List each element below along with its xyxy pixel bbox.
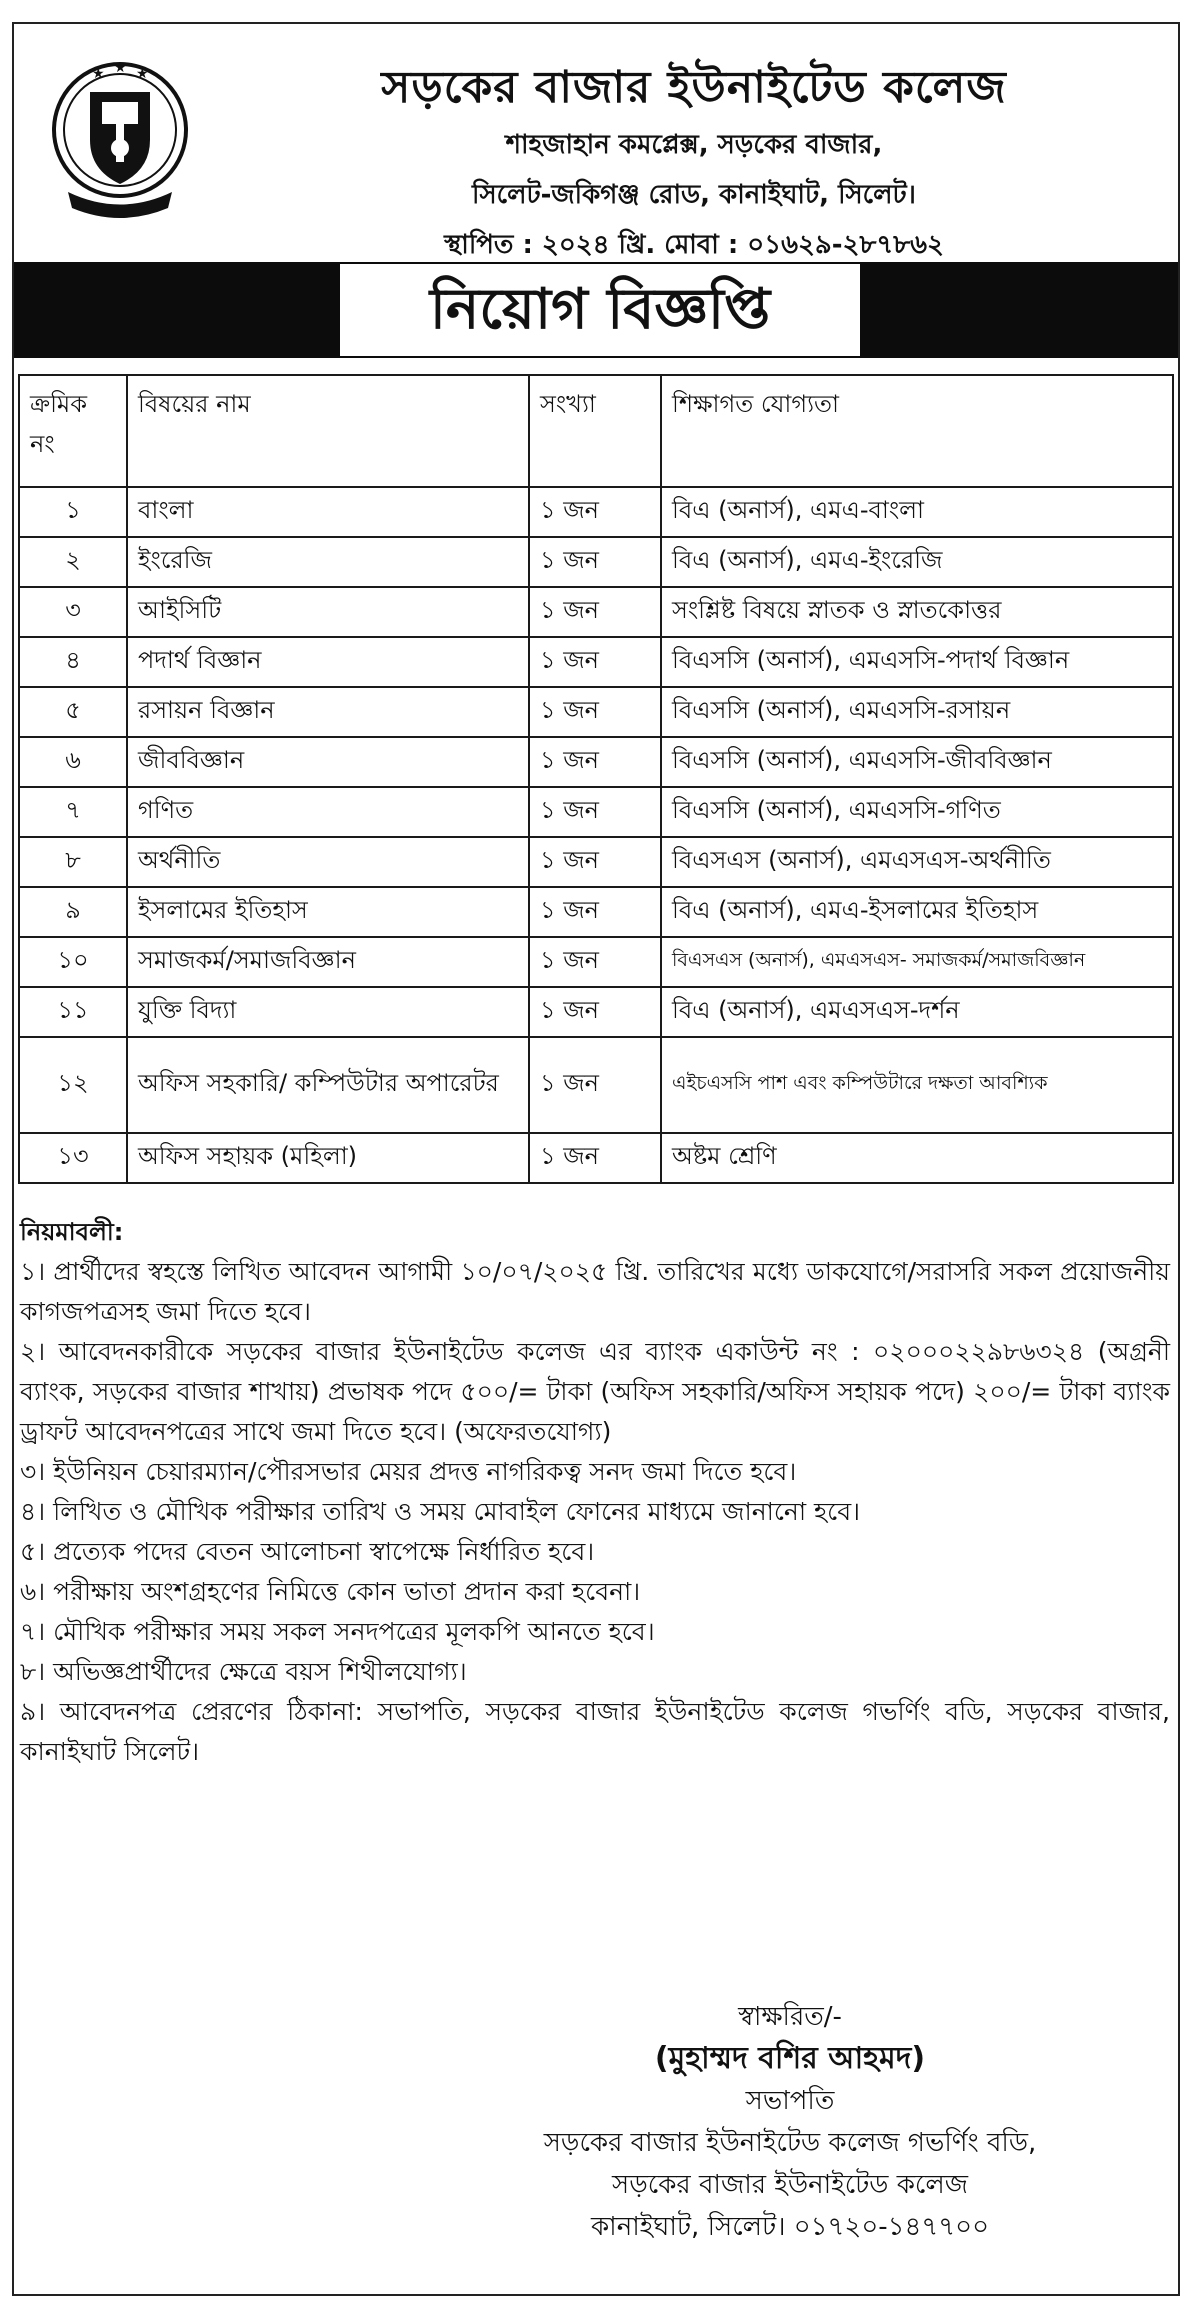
row-qualification: অষ্টম শ্রেণি — [661, 1133, 1173, 1183]
rule-item: ৫। প্রত্যেক পদের বেতন আলোচনা স্বাপেক্ষে নির্ধারিত হবে। — [20, 1537, 595, 1566]
rules-section — [20, 1212, 1170, 1772]
table-row — [19, 887, 1173, 937]
row-serial: ৫ — [19, 687, 127, 737]
table-row — [19, 487, 1173, 537]
signed-label: স্বাক্ষরিত/- — [738, 2002, 842, 2032]
rules-heading: নিয়মাবলী: — [20, 1218, 124, 1246]
rule-item: ৭। মৌখিক পরীক্ষার সময় সকল সনদপত্রের মূলকপি আনতে হবে। — [20, 1617, 655, 1646]
table-row — [19, 687, 1173, 737]
row-count: ১ জন — [529, 737, 661, 787]
row-subject: অফিস সহায়ক (মহিলা) — [127, 1133, 529, 1183]
table-row — [19, 1037, 1173, 1133]
row-qualification: বিএসসি (অনার্স), এমএসসি-গণিত — [661, 787, 1173, 837]
row-qualification: বিএসএস (অনার্স), এমএসএস-অর্থনীতি — [661, 837, 1173, 887]
rule-item: ২। আবেদনকারীকে সড়কের বাজার ইউনাইটেড কলেজ এর ব্যাংক একাউন্ট নং : ০২০০০২২৯৮৬৩২৪ (অগ্রনী ব্যাংক, সড়কের বাজার শাখায়) প্রভাষক পদে ৫০০/= টাকা (অফিস সহকারি/অফিস সহায়ক পদে) ২০০/= টাকা ব্যাংক ড্রাফট আবেদনপত্রের সাথে জমা দিতে হবে। (অফেরতযোগ্য) — [20, 1337, 1170, 1446]
row-qualification: বিএ (অনার্স), এমএ-ইংরেজি — [661, 537, 1173, 587]
signatory-location-phone: কানাইঘাট, সিলেট। ০১৭২০-১৪৭৭০০ — [590, 2212, 989, 2242]
svg-text:★: ★ — [114, 60, 127, 76]
row-subject: রসায়ন বিজ্ঞান — [127, 687, 529, 737]
row-subject: সমাজকর্ম/সমাজবিজ্ঞান — [127, 937, 529, 987]
table-row — [19, 1133, 1173, 1183]
address-line-2: সিলেট-জকিগঞ্জ রোড, কানাইঘাট, সিলেট। — [472, 180, 916, 210]
row-count: ১ জন — [529, 687, 661, 737]
table-header-row — [19, 375, 1173, 487]
row-count: ১ জন — [529, 837, 661, 887]
rule-item: ৮। অভিজ্ঞপ্রার্থীদের ক্ষেত্রে বয়স শিথীলযোগ্য। — [20, 1657, 467, 1686]
row-count: ১ জন — [529, 487, 661, 537]
row-subject: অর্থনীতি — [127, 837, 529, 887]
row-qualification: বিএ (অনার্স), এমএসএস-দর্শন — [661, 987, 1173, 1037]
rule-item: ৯। আবেদনপত্র প্রেরণের ঠিকানা: সভাপতি, সড়কের বাজার ইউনাইটেড কলেজ গভর্ণিং বডি, সড়কের বাজার, কানাইঘাট সিলেট। — [20, 1697, 1170, 1766]
header-count: সংখ্যা — [529, 375, 661, 487]
row-subject: আইসিটি — [127, 587, 529, 637]
established-phone: স্থাপিত : ২০২৪ খ্রি. মোবা : ০১৬২৯-২৮৭৮৬২ — [444, 230, 944, 260]
rule-item: ১। প্রার্থীদের স্বহস্তে লিখিত আবেদন আগামী ১০/০৭/২০২৫ খ্রি. তারিখের মধ্যে ডাকযোগে/সরাসরি সকল প্রয়োজনীয় কাগজপত্রসহ জমা দিতে হবে। — [20, 1257, 1170, 1326]
row-subject: ইংরেজি — [127, 537, 529, 587]
table-row — [19, 737, 1173, 787]
row-subject: জীববিজ্ঞান — [127, 737, 529, 787]
signatory-name: (মুহাম্মদ বশির আহমদ) — [654, 2041, 926, 2076]
rule-item: ৬। পরীক্ষায় অংশগ্রহণের নিমিত্তে কোন ভাতা প্রদান করা হবেনা। — [20, 1577, 641, 1606]
row-qualification: বিএসসি (অনার্স), এমএসসি-পদার্থ বিজ্ঞান — [661, 637, 1173, 687]
table-row — [19, 637, 1173, 687]
row-serial: ৪ — [19, 637, 127, 687]
row-subject: যুক্তি বিদ্যা — [127, 987, 529, 1037]
college-name: সড়কের বাজার ইউনাইটেড কলেজ — [381, 62, 1007, 113]
vacancy-table — [18, 374, 1174, 1184]
header-subject: বিষয়ের নাম — [127, 375, 529, 487]
svg-text:★: ★ — [92, 66, 105, 82]
rule-item: ৩। ইউনিয়ন চেয়ারম্যান/পৌরসভার মেয়র প্রদত্ত নাগরিকত্ব সনদ জমা দিতে হবে। — [20, 1457, 797, 1486]
row-count: ১ জন — [529, 1133, 661, 1183]
table-row — [19, 537, 1173, 587]
row-count: ১ জন — [529, 1037, 661, 1133]
row-subject: গণিত — [127, 787, 529, 837]
header-serial: ক্রমিক নং — [19, 375, 127, 487]
row-count: ১ জন — [529, 587, 661, 637]
row-count: ১ জন — [529, 787, 661, 837]
row-qualification: এইচএসসি পাশ এবং কম্পিউটারে দক্ষতা আবশ্যিক — [661, 1037, 1173, 1133]
address-line-1: শাহজাহান কমপ্লেক্স, সড়কের বাজার, — [505, 130, 883, 160]
row-subject: বাংলা — [127, 487, 529, 537]
table-row — [19, 787, 1173, 837]
row-subject: অফিস সহকারি/ কম্পিউটার অপারেটর — [127, 1037, 529, 1133]
table-row — [19, 987, 1173, 1037]
table-row — [19, 837, 1173, 887]
row-serial: ৯ — [19, 887, 127, 937]
row-qualification: বিএ (অনার্স), এমএ-বাংলা — [661, 487, 1173, 537]
signatory-org-line-2: সড়কের বাজার ইউনাইটেড কলেজ — [612, 2170, 968, 2200]
header-qualification: শিক্ষাগত যোগ্যতা — [661, 375, 1173, 487]
row-serial: ৭ — [19, 787, 127, 837]
signatory-designation: সভাপতি — [745, 2086, 835, 2116]
row-count: ১ জন — [529, 637, 661, 687]
table-row — [19, 587, 1173, 637]
row-count: ১ জন — [529, 887, 661, 937]
table-row — [19, 937, 1173, 987]
notice-title: নিয়োগ বিজ্ঞপ্তি — [340, 264, 860, 356]
row-serial: ১২ — [19, 1037, 127, 1133]
row-qualification: বিএসসি (অনার্স), এমএসসি-রসায়ন — [661, 687, 1173, 737]
row-subject: পদার্থ বিজ্ঞান — [127, 637, 529, 687]
rule-item: ৪। লিখিত ও মৌখিক পরীক্ষার তারিখ ও সময় মোবাইল ফোনের মাধ্যমে জানানো হবে। — [20, 1497, 861, 1526]
row-qualification: বিএসসি (অনার্স), এমএসসি-জীববিজ্ঞান — [661, 737, 1173, 787]
row-serial: ১ — [19, 487, 127, 537]
college-crest-logo — [50, 52, 190, 222]
row-qualification: বিএ (অনার্স), এমএ-ইসলামের ইতিহাস — [661, 887, 1173, 937]
row-subject: ইসলামের ইতিহাস — [127, 887, 529, 937]
row-serial: ৮ — [19, 837, 127, 887]
row-serial: ২ — [19, 537, 127, 587]
row-serial: ১১ — [19, 987, 127, 1037]
row-serial: ১০ — [19, 937, 127, 987]
signatory-org-line-1: সড়কের বাজার ইউনাইটেড কলেজ গভর্ণিং বডি, — [543, 2128, 1037, 2158]
row-count: ১ জন — [529, 987, 661, 1037]
row-count: ১ জন — [529, 537, 661, 587]
row-count: ১ জন — [529, 937, 661, 987]
notice-header — [14, 24, 1178, 260]
row-serial: ৩ — [19, 587, 127, 637]
svg-text:★: ★ — [136, 66, 149, 82]
row-serial: ১৩ — [19, 1133, 127, 1183]
row-qualification: সংশ্লিষ্ট বিষয়ে স্নাতক ও স্নাতকোত্তর — [661, 587, 1173, 637]
row-qualification: বিএসএস (অনার্স), এমএসএস- সমাজকর্ম/সমাজবিজ্ঞান — [661, 937, 1173, 987]
row-serial: ৬ — [19, 737, 127, 787]
signature-block — [420, 1996, 1160, 2248]
